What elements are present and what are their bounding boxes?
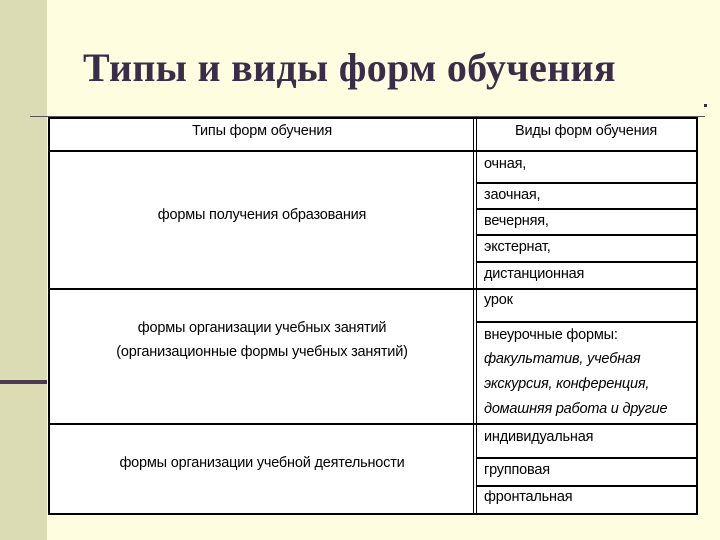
type-cell: формы получения образования bbox=[157, 207, 367, 223]
type-cell: формы организации учебной деятельности bbox=[119, 455, 405, 471]
kind-cell: экстернат, bbox=[484, 239, 551, 255]
kind-cell: вечерняя, bbox=[484, 213, 549, 229]
decorative-dot bbox=[704, 104, 707, 107]
header-kinds: Виды форм обучения bbox=[514, 123, 658, 139]
header-types: Типы форм обучения bbox=[192, 123, 332, 139]
slide-title: Типы и виды форм обучения bbox=[83, 45, 616, 90]
kind-cell: индивидуальная bbox=[484, 429, 594, 445]
sidebar-bar bbox=[0, 0, 47, 540]
kind-cell: групповая bbox=[484, 462, 550, 478]
kind-cell: заочная, bbox=[484, 187, 541, 203]
type-cell-line: формы организации учебных занятий bbox=[137, 320, 387, 336]
kind-cell: урок bbox=[484, 292, 513, 308]
forms-table bbox=[48, 117, 698, 515]
extra-line: факультатив, учебная bbox=[484, 351, 641, 367]
sidebar-accent-line bbox=[0, 380, 47, 384]
kind-cell: фронтальная bbox=[484, 489, 573, 505]
extra-heading: внеурочные формы: bbox=[484, 327, 618, 343]
type-cell-line: (организационные формы учебных занятий) bbox=[116, 344, 408, 360]
kind-cell: очная, bbox=[484, 156, 527, 172]
kind-cell: дистанционная bbox=[484, 266, 585, 282]
extra-line: экскурсия, конференция, bbox=[484, 376, 650, 392]
extra-line: домашняя работа и другие bbox=[484, 401, 668, 417]
